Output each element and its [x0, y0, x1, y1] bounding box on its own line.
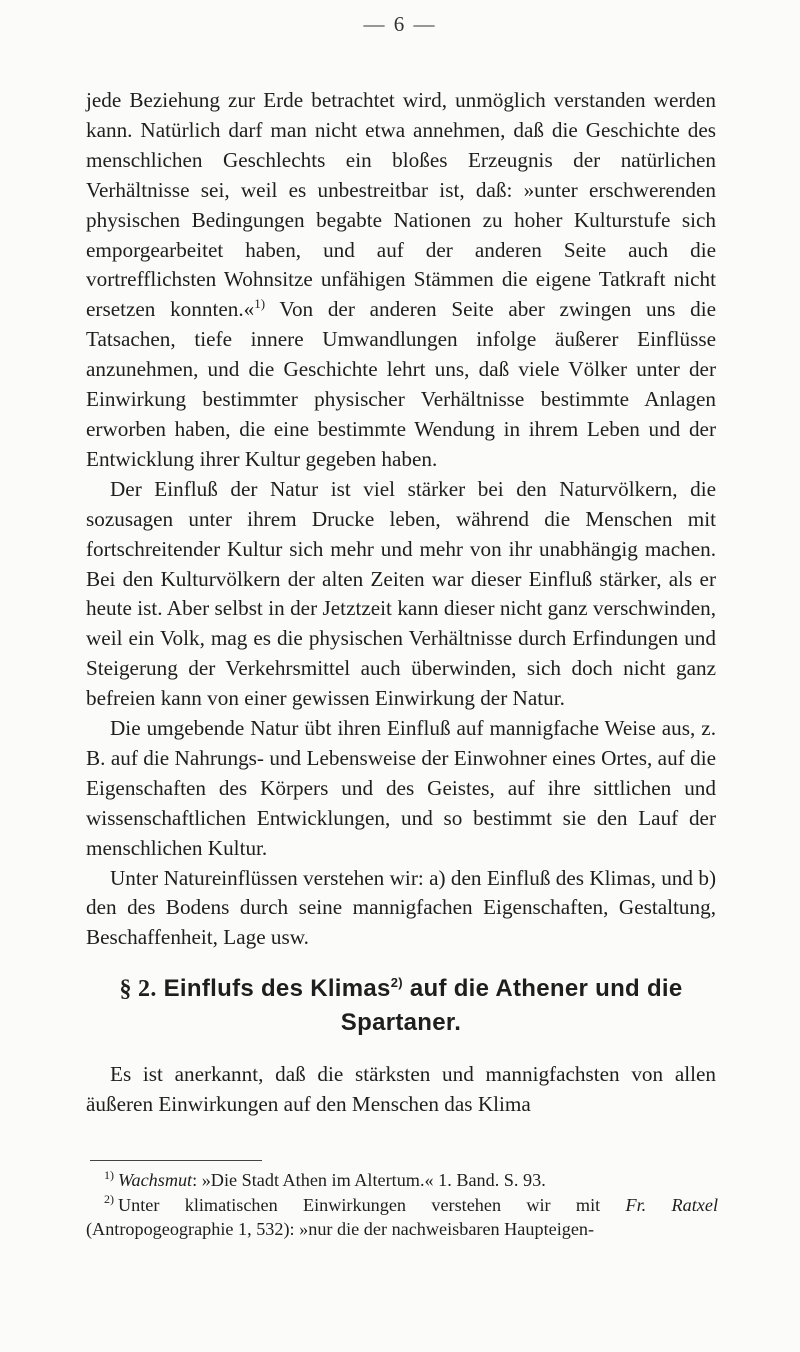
footnote-2-author: Fr. Ratxel — [625, 1194, 718, 1215]
section-paragraph-1: Es ist anerkannt, daß die stärksten und mannigfachsten von allen äußeren Einwirkungen auf den Menschen das Klima — [86, 1062, 716, 1116]
paragraph-4: Unter Natureinflüssen verstehen wir: a) den Einfluß des Klimas, und b) den des Bodens durch seine mannigfachen Eigenschaften, Gestaltung, Beschaffenheit, Lage usw. — [86, 865, 716, 950]
footnote-1 — [86, 1168, 718, 1193]
footnote-2-text: Unter klimatischen Einwirkungen verstehen wir mit — [118, 1194, 626, 1215]
footnote-ref-2[interactable]: 2) — [390, 975, 403, 990]
footnote-2-text-cont: (Antropogeographie 1, 532): »nur die der nachweisbaren Haupteigen- — [86, 1219, 595, 1239]
footnote-ref-1[interactable]: 1) — [254, 296, 266, 312]
paragraph-2: Der Einfluß der Natur ist viel stärker bei den Naturvölkern, die sozusagen unter ihrem Drucke leben, während die Menschen mit fortschreitender Kultur sich mehr und mehr von ihr unabhängig machen. Bei den Kulturvölkern der alten Zeiten war dieser Einfluß stärker, als er heute ist. Aber selbst in der Jetztzeit kann dieser nicht ganz verschwinden, weil ein Volk, mag es die physischen Verhältnisse durch Erfindungen und Steigerung der Verkehrsmittel auch überwinden, sich doch nicht ganz befreien kann von einer gewissen Einwirkung der Natur. — [86, 476, 716, 711]
paragraph-3: Die umgebende Natur übt ihren Einfluß auf mannigfache Weise aus, z. B. auf die Nahrungs- und Lebensweise der Einwohner eines Ortes, auf die Eigenschaften des Körpers und des Geistes, auf ihre sittlichen und wissenschaftlichen Entwicklungen, und so bestimmt sie den Lauf der menschlichen Kultur. — [86, 716, 716, 860]
section-body-text — [86, 1060, 716, 1120]
footnote-1-author: Wachsmut — [118, 1170, 193, 1190]
section-title: Einflufs des Klimas — [163, 975, 391, 1002]
section-title-cont: auf die Athener und die Spartaner. — [340, 975, 683, 1036]
section-number: § 2. — [119, 976, 157, 1002]
footnote-divider — [90, 1160, 262, 1161]
paragraph-1-text: jede Beziehung zur Erde betrachtet wird, unmöglich verstanden werden kann. Natürlich darf man nicht etwa annehmen, daß die Geschichte des menschlichen Geschlechts ein bloßes Erzeugnis der natürlichen Verhältnisse sei, weil es unbestreitbar ist, daß: »unter erschwerenden physischen Bedingungen begabte Nationen zu hoher Kulturstufe sich emporgearbeitet haben, und auf der anderen Seite auch die vortrefflichsten Wohnsitze unfähigen Stämmen die eigene Tatkraft nicht ersetzen konnten.« — [86, 88, 716, 322]
page-number: — 6 — — [363, 12, 437, 36]
footnote-2-mark: 2) — [104, 1192, 114, 1207]
paragraph-1 — [86, 86, 716, 475]
footnote-1-mark: 1) — [104, 1167, 114, 1182]
footnotes — [86, 1168, 718, 1242]
footnote-1-text: : »Die Stadt Athen im Altertum.« 1. Band. S. 93. — [192, 1170, 546, 1190]
body-text — [86, 86, 716, 953]
footnote-2 — [86, 1193, 718, 1242]
section-heading — [86, 972, 716, 1040]
paragraph-1-text-cont: Von der anderen Seite aber zwingen uns die Tatsachen, tiefe innere Umwandlungen infolge äußerer Einflüsse anzunehmen, und die Geschichte lehrt uns, daß viele Völker unter der Einwirkung bestimmter physischer Verhältnisse bestimmte Anlagen erworben haben, die eine bestimmte Wendung in ihrem Leben und der Entwicklung ihrer Kultur gegeben haben. — [86, 297, 716, 471]
